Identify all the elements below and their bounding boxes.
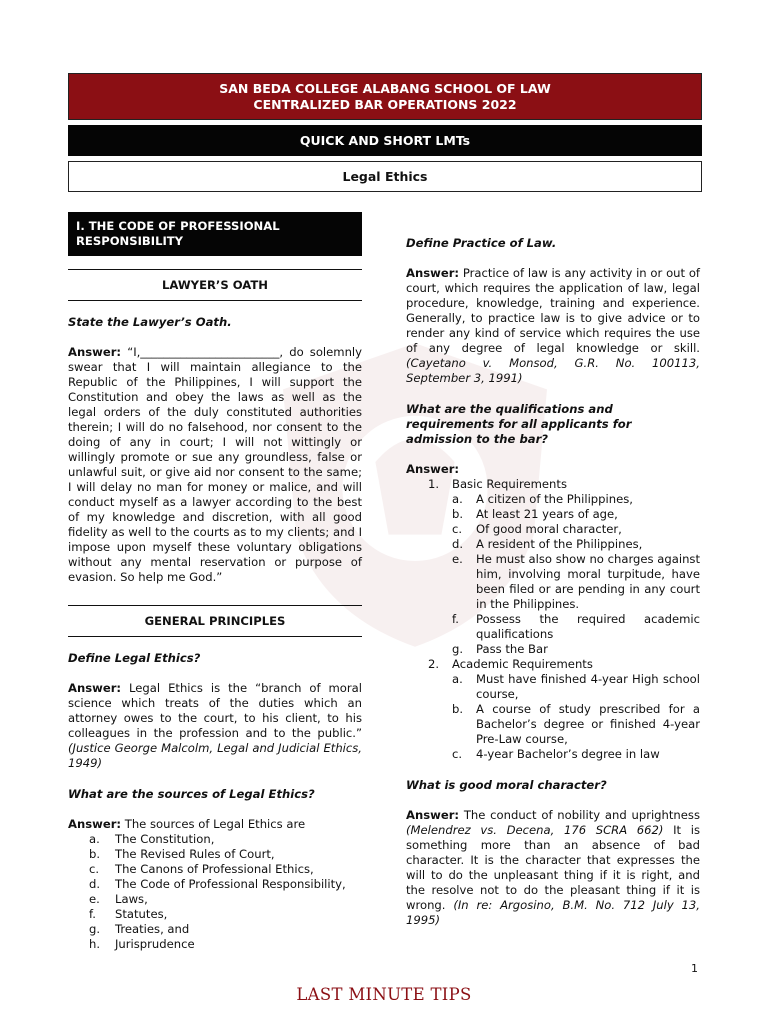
requirements-list bbox=[406, 477, 700, 492]
answer-label: Answer: bbox=[406, 266, 460, 280]
oath-text: “I,________________________, do solemnly swear that I will maintain allegiance to the Republic of the Philippines, I will support the Constitution and obey the laws as well as the legal orders of the duly constituted authorities therein; I will do no falsehood, nor consent to the doing of any in court; I will not wittingly or willingly promote or sue any groundless, false or unlawful suit, or give aid nor consent to the same; I will delay no man for money or malice, and will conduct myself as a lawyer according to the best of my knowledge and discretion, with all good fidelity as well to the courts as to my clients; and I impose upon myself these voluntary obligations without any mental reservation or purpose of evasion. So help me God.” bbox=[68, 345, 362, 584]
moral-character-question: What is good moral character? bbox=[406, 778, 607, 792]
practice-of-law-question: Define Practice of Law. bbox=[406, 236, 557, 250]
moral-character-intro: The conduct of nobility and uprightness bbox=[463, 808, 700, 822]
list-item: d. The Code of Professional Responsibility, bbox=[89, 877, 346, 891]
moral-character-answer bbox=[406, 808, 700, 928]
requirements-list-continued bbox=[406, 657, 700, 672]
legal-ethics-answer bbox=[68, 681, 362, 771]
list-item: h. Jurisprudence bbox=[89, 937, 195, 951]
practice-of-law-answer bbox=[406, 266, 700, 386]
operations-name: CENTRALIZED BAR OPERATIONS 2022 bbox=[253, 97, 517, 112]
left-column bbox=[68, 212, 362, 952]
answer-label: Answer: bbox=[68, 681, 122, 695]
academic-requirements-list bbox=[452, 672, 700, 762]
citation: (Justice George Malcolm, Legal and Judicial Ethics, 1949) bbox=[68, 741, 362, 770]
legal-ethics-question: Define Legal Ethics? bbox=[68, 651, 201, 665]
page-number: 1 bbox=[691, 962, 698, 975]
citation: (In re: Argosino, B.M. No. 712 July 13, 1995) bbox=[406, 898, 700, 927]
list-item: b. A course of study prescribed for a Bachelor’s degree or finished 4-year Pre-Law course, bbox=[452, 702, 700, 746]
list-item: 1. Basic Requirements bbox=[428, 477, 567, 491]
sources-answer bbox=[68, 817, 362, 832]
practice-of-law-text: Practice of law is any activity in or out of court, which requires the application of law, legal procedure, knowledge, training and experience. Generally, to practice law is to give advice or to render any kind of service which requires the use of any degree of legal knowledge or skill. bbox=[406, 266, 701, 355]
sources-list bbox=[68, 832, 362, 952]
answer-label: Answer: bbox=[406, 808, 460, 822]
citation: (Cayetano v. Monsod, G.R. No. 100113, September 3, 1991) bbox=[406, 356, 700, 385]
oath-answer bbox=[68, 345, 362, 585]
list-item: 2. Academic Requirements bbox=[428, 657, 593, 671]
list-item: g. Pass the Bar bbox=[452, 642, 548, 656]
basic-requirements-list bbox=[452, 492, 700, 657]
list-item: a. A citizen of the Philippines, bbox=[452, 492, 633, 506]
list-item: c. 4-year Bachelor’s degree in law bbox=[452, 747, 660, 761]
footer-title: LAST MINUTE TIPS bbox=[296, 985, 472, 1004]
list-item: a. Must have finished 4-year High school course, bbox=[452, 672, 700, 701]
sources-intro: The sources of Legal Ethics are bbox=[124, 817, 306, 831]
list-item: c. The Canons of Professional Ethics, bbox=[89, 862, 314, 876]
list-item: e. Laws, bbox=[89, 892, 148, 906]
list-item: b. At least 21 years of age, bbox=[452, 507, 618, 521]
list-item: f. Possess the required academic qualifications bbox=[452, 612, 700, 641]
oath-question: State the Lawyer’s Oath. bbox=[68, 315, 232, 329]
list-item: c. Of good moral character, bbox=[452, 522, 622, 536]
list-item: g. Treaties, and bbox=[89, 922, 190, 936]
answer-label: Answer: bbox=[68, 817, 122, 831]
lawyers-oath-heading: LAWYER’S OATH bbox=[68, 269, 362, 301]
legal-ethics-text: Legal Ethics is the “branch of moral science which treats of the duties which an attorney owes to the court, to his client, to his colleagues in the profession and to the public.” bbox=[68, 681, 362, 740]
banner: QUICK AND SHORT LMTs bbox=[68, 125, 702, 156]
section-title: I. THE CODE OF PROFESSIONAL RESPONSIBILITY bbox=[68, 212, 362, 256]
list-item: e. He must also show no charges against him, involving moral turpitude, have been filed or are pending in any court in the Philippines. bbox=[452, 552, 700, 611]
list-item: a. The Constitution, bbox=[89, 832, 215, 846]
answer-label: Answer: bbox=[68, 345, 122, 359]
school-name: SAN BEDA COLLEGE ALABANG SCHOOL OF LAW bbox=[219, 81, 551, 96]
list-item: d. A resident of the Philippines, bbox=[452, 537, 643, 551]
general-principles-heading: GENERAL PRINCIPLES bbox=[68, 605, 362, 637]
list-item: b. The Revised Rules of Court, bbox=[89, 847, 275, 861]
list-item: f. Statutes, bbox=[89, 907, 168, 921]
qualifications-question: What are the qualifications and requirements for all applicants for admission to the bar? bbox=[406, 402, 632, 446]
answer-label: Answer: bbox=[406, 462, 460, 476]
subject-title: Legal Ethics bbox=[68, 161, 702, 192]
school-header bbox=[68, 73, 702, 120]
citation: (Melendrez vs. Decena, 176 SCRA 662) bbox=[406, 823, 664, 837]
right-column bbox=[406, 236, 700, 944]
moral-character-text: It is something more than an absence of bad character. It is the character that expresses the will to do the unpleasant thing if it is right, and the resolve not to do the pleasant thing if it is wrong. bbox=[406, 823, 700, 912]
qualifications-answer bbox=[406, 462, 700, 477]
sources-question: What are the sources of Legal Ethics? bbox=[68, 787, 315, 801]
